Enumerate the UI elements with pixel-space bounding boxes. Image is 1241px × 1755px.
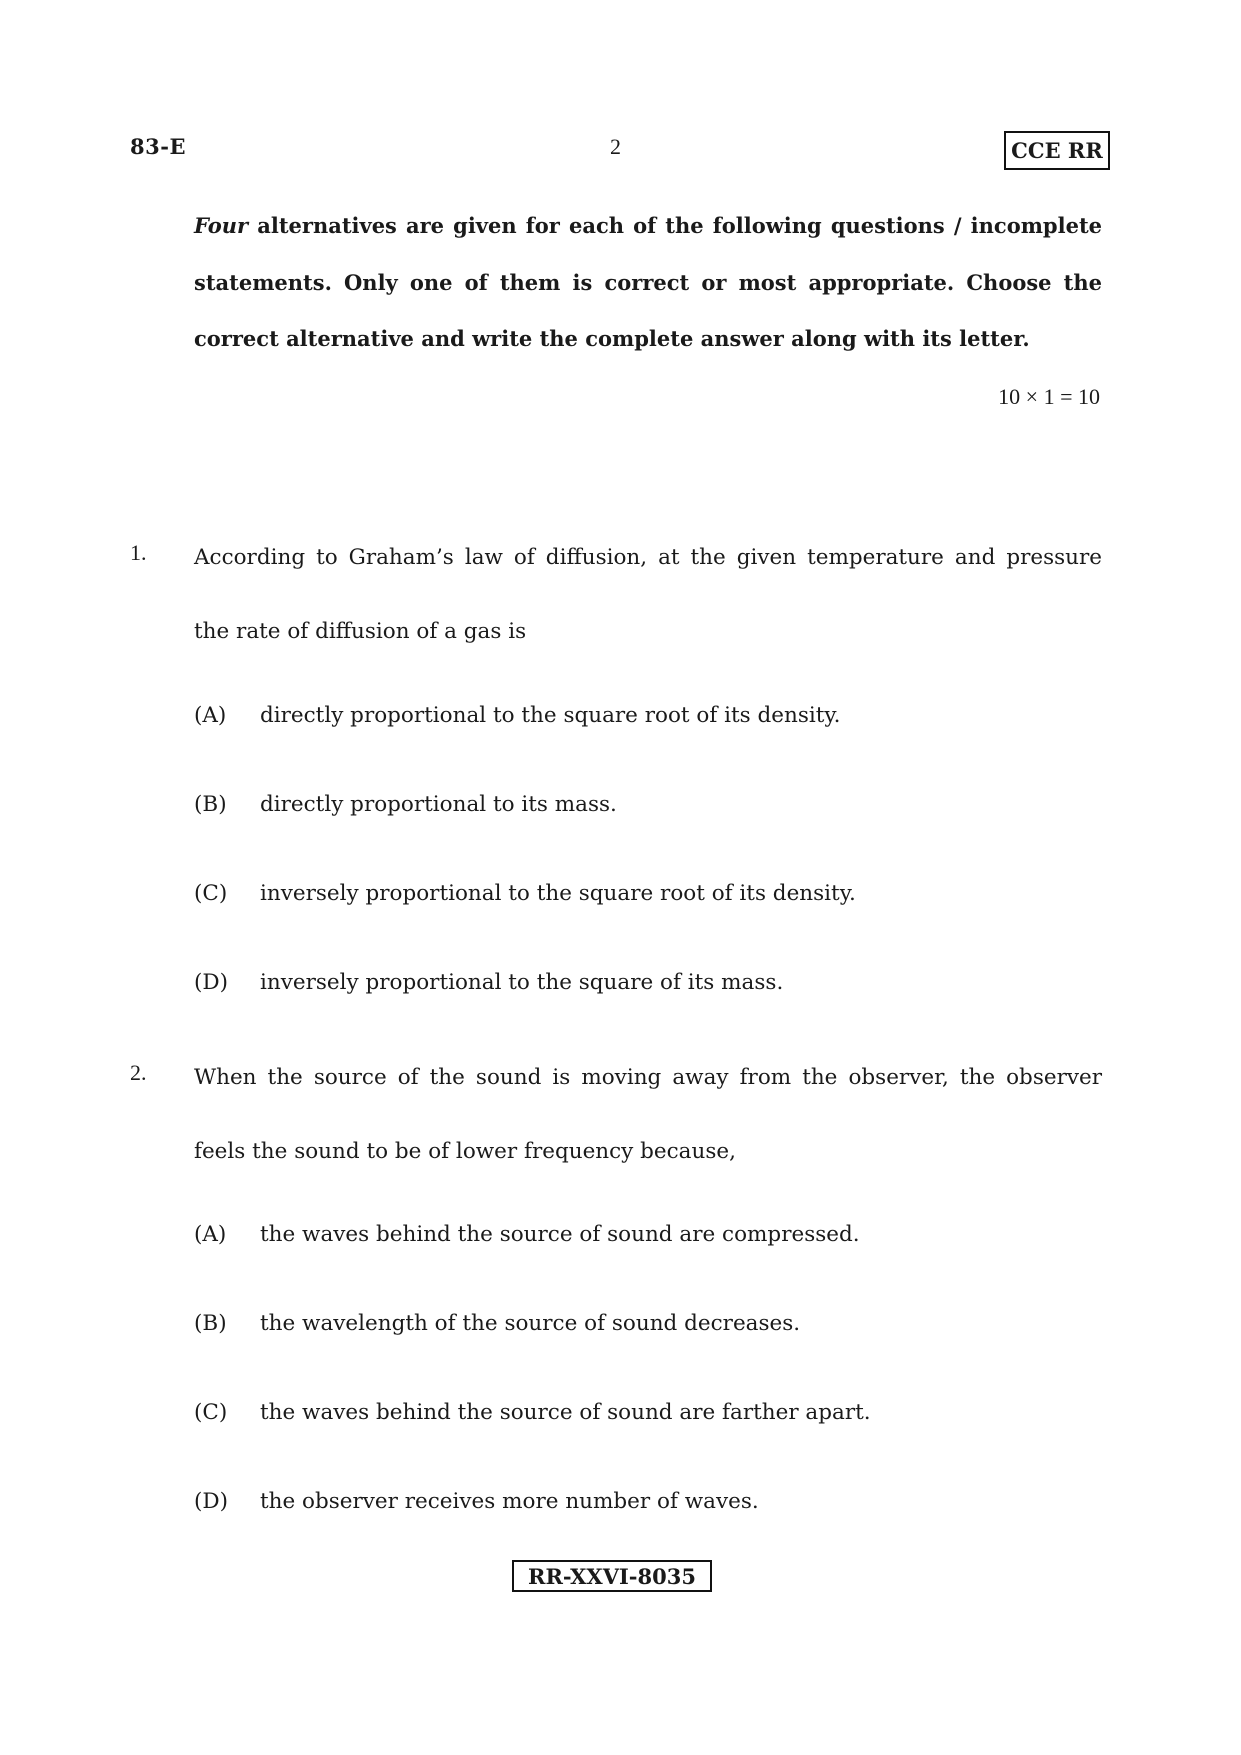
question-1-text	[194, 521, 1102, 669]
syllabus-badge	[1004, 131, 1110, 170]
question-1-option-a-letter: (A)	[194, 703, 227, 728]
question-2-option-c-text: the waves behind the source of sound are farther apart.	[260, 1400, 871, 1425]
question-2-option-b-text: the wavelength of the source of sound decreases.	[260, 1311, 801, 1336]
marks-allocation: 10 × 1 = 10	[998, 384, 1100, 409]
question-2-option-a-letter: (A)	[194, 1222, 227, 1247]
question-2-option-b-letter: (B)	[194, 1311, 227, 1336]
footer-code-box	[512, 1560, 712, 1592]
page-number: 2	[610, 134, 621, 159]
question-1-line-1: According to Graham’s law of diffusion, at the given temperature and pressure	[194, 545, 1102, 570]
question-2-option-d-letter: (D)	[194, 1489, 229, 1514]
question-2-option-d-text: the observer receives more number of waves.	[260, 1489, 759, 1514]
question-1-option-d-letter: (D)	[194, 970, 229, 995]
question-2-line-1: When the source of the sound is moving away from the observer, the observer	[194, 1065, 1102, 1090]
question-1-option-c-text: inversely proportional to the square root of its density.	[260, 881, 856, 906]
question-1-line-2: the rate of diffusion of a gas is	[194, 619, 527, 644]
question-2-line-2: feels the sound to be of lower frequency because,	[194, 1139, 736, 1164]
question-2-number: 2.	[130, 1060, 147, 1085]
instructions	[194, 198, 1102, 368]
question-2-option-a-text: the waves behind the source of sound are compressed.	[260, 1222, 860, 1247]
footer-code: RR-XXVI-8035	[528, 1563, 696, 1589]
question-2-text	[194, 1041, 1102, 1189]
instructions-line-2: statements. Only one of them is correct or most appropriate. Choose the	[194, 269, 1102, 295]
question-1-option-a-text: directly proportional to the square root of its density.	[260, 703, 841, 728]
instructions-line-3: correct alternative and write the complete answer along with its letter.	[194, 326, 1030, 351]
question-1-option-b-letter: (B)	[194, 792, 227, 817]
question-1-option-b-text: directly proportional to its mass.	[260, 792, 617, 817]
instructions-line-1-text: alternatives are given for each of the following questions / incomplete	[257, 213, 1102, 238]
syllabus-badge-label: CCE RR	[1011, 138, 1103, 163]
question-1-number: 1.	[130, 540, 147, 565]
instructions-emphasis: Four	[194, 213, 249, 238]
question-1-option-c-letter: (C)	[194, 881, 228, 906]
question-1-option-d-text: inversely proportional to the square of its mass.	[260, 970, 784, 995]
instructions-line-1	[194, 198, 1102, 255]
question-2-option-c-letter: (C)	[194, 1400, 228, 1425]
paper-code: 83-E	[130, 134, 186, 159]
